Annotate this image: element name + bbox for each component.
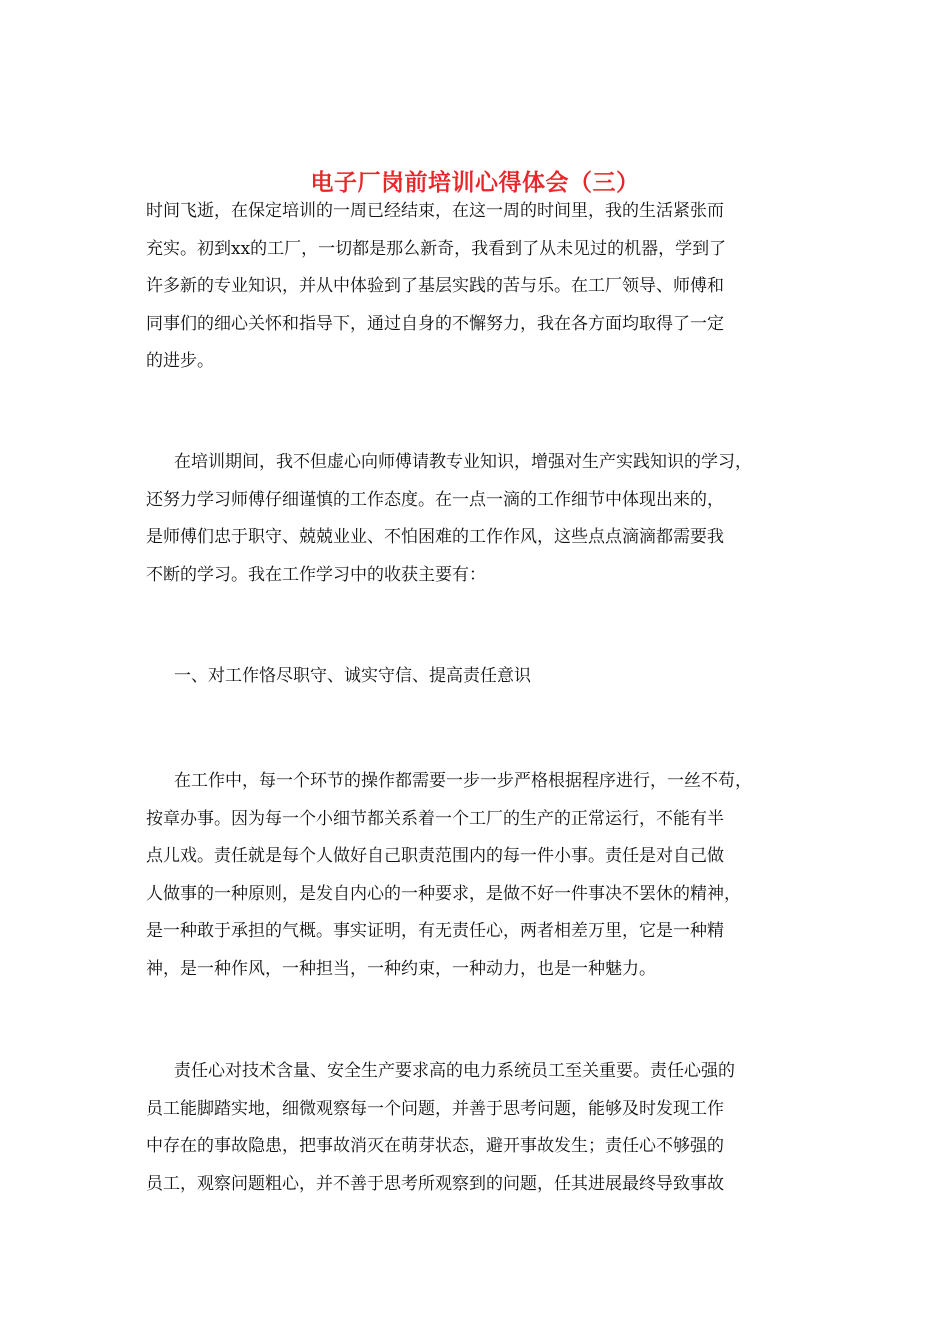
paragraph-line: 在工作中，每一个环节的操作都需要一步一步严格根据程序进行，一丝不苟， [174,771,752,791]
paragraph-line: 的进步。 [146,351,214,372]
paragraph-line: 不断的学习。我在工作学习中的收获主要有： [146,564,486,585]
paragraph-3 [146,763,836,989]
paragraph-line: 许多新的专业知识，并从中体验到了基层实践的苦与乐。在工厂领导、师傅和 [146,276,724,297]
paragraph-line: 神，是一种作风，一种担当，一种约束，一种动力，也是一种魅力。 [146,958,656,979]
paragraph-line: 是师傅们忠于职守、兢兢业业、不怕困难的工作作风，这些点点滴滴都需要我 [146,527,724,548]
paragraph-line: 人做事的一种原则，是发自内心的一种要求，是做不好一件事决不罢休的精神， [146,883,741,904]
section-heading-line: 一、对工作恪尽职守、诚实守信、提高责任意识 [174,666,531,686]
paragraph-line: 在培训期间，我不但虚心向师傅请教专业知识，增强对生产实践知识的学习， [174,452,752,472]
paragraph-line: 中存在的事故隐患，把事故消灭在萌芽状态，避开事故发生；责任心不够强的 [146,1136,724,1157]
paragraph-line: 点儿戏。责任就是每个人做好自己职责范围内的每一件小事。责任是对自己做 [146,846,724,867]
paragraph-line: 时间飞逝，在保定培训的一周已经结束，在这一周的时间里，我的生活紧张而 [146,201,724,221]
paragraph-line: 还努力学习师傅仔细谨慎的工作态度。在一点一滴的工作细节中体现出来的， [146,489,724,510]
section-heading [146,658,836,696]
paragraph-line: 是一种敢于承担的气概。事实证明，有无责任心，两者相差万里，它是一种精 [146,921,724,942]
document-title: 电子厂岗前培训心得体会（三） [310,169,640,197]
paragraph-line: 责任心对技术含量、安全生产要求高的电力系统员工至关重要。责任心强的 [174,1061,735,1081]
paragraph-line: 充实。初到xx的工厂，一切都是那么新奇，我看到了从未见过的机器，学到了 [146,238,727,259]
paragraph-line: 按章办事。因为每一个小细节都关系着一个工厂的生产的正常运行，不能有半 [146,808,724,829]
paragraph-line: 员工，观察问题粗心，并不善于思考所观察到的问题，任其进展最终导致事故 [146,1173,724,1194]
paragraph-2 [146,444,836,594]
paragraph-1 [146,193,836,381]
paragraph-line: 同事们的细心关怀和指导下，通过自身的不懈努力，我在各方面均取得了一定 [146,313,724,334]
paragraph-4 [146,1053,836,1203]
paragraph-line: 员工能脚踏实地，细微观察每一个问题，并善于思考问题，能够及时发现工作 [146,1098,724,1119]
